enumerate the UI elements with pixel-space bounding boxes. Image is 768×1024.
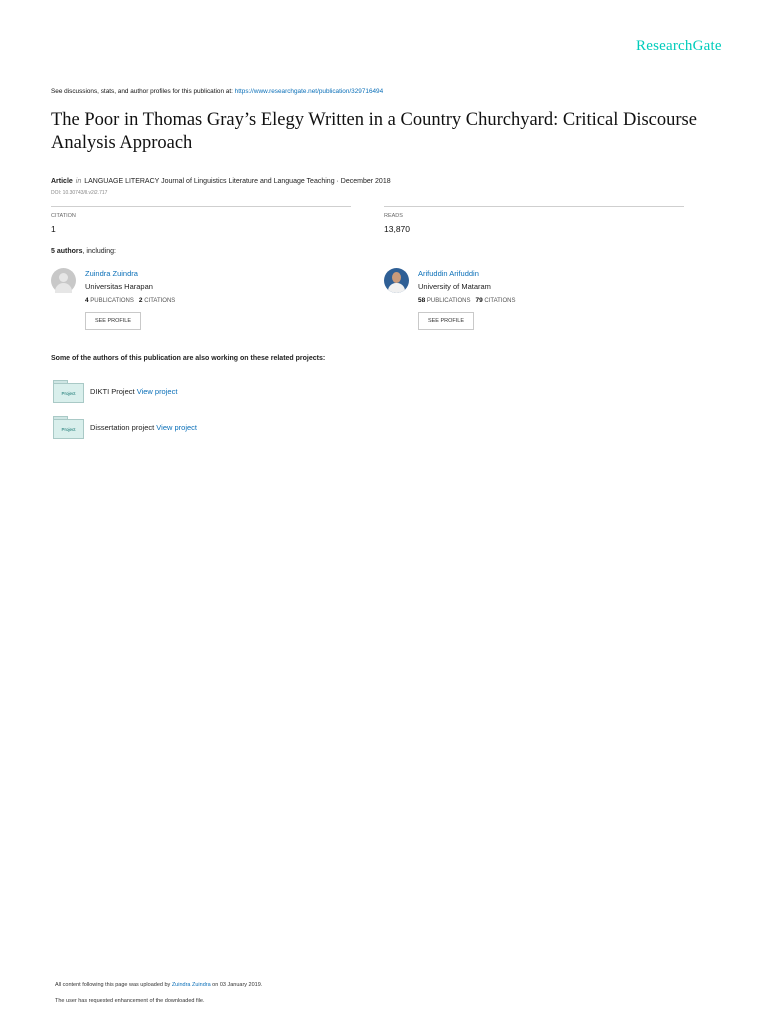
upload-prefix: All content following this page was uploaded by — [55, 982, 172, 988]
doi-text: DOI: 10.30743/ll.v2i2.717 — [51, 190, 108, 196]
folder-label: Project — [53, 383, 84, 403]
see-profile-button[interactable]: SEE PROFILE — [85, 312, 141, 330]
publications-count: 4 — [85, 297, 89, 304]
avatar-photo[interactable] — [384, 268, 409, 293]
article-type: Article — [51, 178, 73, 185]
reads-count: 13,870 — [384, 224, 410, 234]
project-folder-icon — [53, 380, 83, 402]
enhancement-note: The user has requested enhancement of the downloaded file. — [55, 998, 205, 1004]
authors-heading — [51, 248, 116, 255]
disclaimer-text: See discussions, stats, and author profiles for this publication at: — [51, 88, 235, 95]
upload-note — [55, 982, 262, 988]
view-project-link[interactable]: View project — [136, 387, 178, 396]
author-institution: Universitas Harapan — [85, 282, 153, 291]
author-name-link[interactable]: Arifuddin Arifuddin — [418, 269, 479, 278]
see-profile-button[interactable]: SEE PROFILE — [418, 312, 474, 330]
author-counts — [85, 297, 175, 304]
project-folder-icon — [53, 416, 83, 438]
divider-left — [51, 206, 351, 207]
divider-right — [384, 206, 684, 207]
upload-suffix: on 03 January 2019. — [210, 982, 263, 988]
project-name: Dissertation project — [90, 423, 157, 432]
author-institution: University of Mataram — [418, 282, 491, 291]
publication-title: The Poor in Thomas Gray’s Elegy Written in a Country Churchyard: Critical Discourse Analysis Approach — [51, 110, 697, 153]
reads-label: READS — [384, 213, 403, 219]
journal-name: LANGUAGE LITERACY Journal of Linguistics Literature and Language Teaching · December 2018 — [84, 178, 391, 185]
publications-count: 58 — [418, 297, 426, 304]
project-item — [90, 387, 177, 396]
publications-label: PUBLICATIONS — [90, 298, 134, 304]
citations-label: CITATIONS — [144, 298, 176, 304]
folder-label: Project — [53, 419, 84, 439]
researchgate-logo[interactable]: ResearchGate — [636, 38, 722, 54]
project-item — [90, 423, 197, 432]
publication-url-link[interactable]: https://www.researchgate.net/publication/329716494 — [234, 88, 384, 95]
authors-suffix: , including: — [82, 248, 116, 255]
citation-count: 1 — [51, 224, 56, 234]
citation-label: CITATION — [51, 213, 76, 219]
uploader-link[interactable]: Zuindra Zuindra — [171, 982, 211, 988]
citations-count: 79 — [475, 297, 483, 304]
publications-label: PUBLICATIONS — [426, 298, 471, 304]
project-name: DIKTI Project — [90, 387, 137, 396]
author-name-link[interactable]: Zuindra Zuindra — [85, 269, 138, 278]
publication-meta — [51, 178, 391, 185]
related-projects-heading: Some of the authors of this publication are also working on these related projects: — [51, 355, 326, 362]
view-project-link[interactable]: View project — [156, 423, 197, 432]
disclaimer-line — [51, 88, 383, 95]
author-counts — [418, 297, 516, 304]
citations-count: 2 — [138, 297, 143, 304]
avatar-placeholder[interactable] — [51, 268, 76, 293]
in-label: in — [75, 178, 82, 185]
authors-count: 5 authors — [51, 248, 83, 255]
citations-label: CITATIONS — [484, 298, 516, 304]
